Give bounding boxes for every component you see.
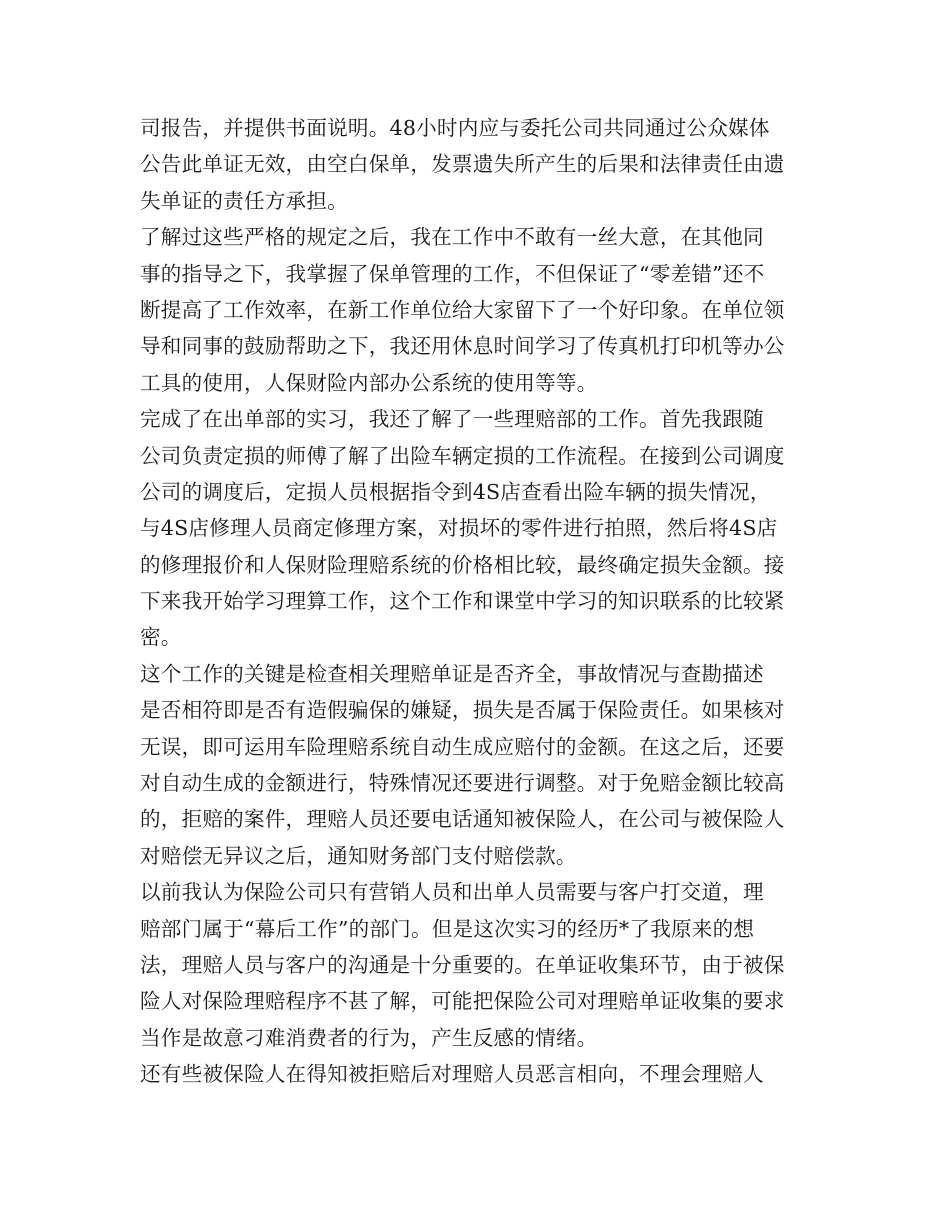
text-line: 以前我认为保险公司只有营销人员和出单人员需要与客户打交道，理 <box>140 880 764 905</box>
text-line: 赔部门属于“幕后工作”的部门。但是这次实习的经历*了我原来的想 <box>140 916 755 941</box>
text-line: 无误，即可运用车险理赔系统自动生成应赔付的金额。在这之后，还要 <box>140 734 785 759</box>
text-line: 了解过这些严格的规定之后，我在工作中不敢有一丝大意，在其他同 <box>140 225 764 250</box>
text-line: 公告此单证无效，由空白保单，发票遗失所产生的后果和法律责任由遗 <box>140 152 785 177</box>
text-line: 当作是故意刁难消费者的行为，产生反感的情绪。 <box>140 1025 598 1050</box>
text-line: 导和同事的鼓励帮助之下，我还用休息时间学习了传真机打印机等办公 <box>140 334 785 359</box>
text-line: 事的指导之下，我掌握了保单管理的工作，不但保证了“零差错”还不 <box>140 261 765 286</box>
document-body <box>140 110 815 1093</box>
text-line: 断提高了工作效率，在新工作单位给大家留下了一个好印象。在单位领 <box>140 297 785 322</box>
text-line: 下来我开始学习理算工作，这个工作和课堂中学习的知识联系的比较紧 <box>140 589 785 614</box>
text-line: 工具的使用，人保财险内部办公系统的使用等等。 <box>140 370 598 395</box>
text-line: 失单证的责任方承担。 <box>140 188 348 213</box>
text-line: 对自动生成的金额进行，特殊情况还要进行调整。对于免赔金额比较高 <box>140 771 785 796</box>
text-line: 险人对保险理赔程序不甚了解，可能把保险公司对理赔单证收集的要求 <box>140 989 785 1014</box>
text-line: 公司负责定损的师傅了解了出险车辆定损的工作流程。在接到公司调度 <box>140 443 785 468</box>
text-line: 的，拒赔的案件，理赔人员还要电话通知被保险人，在公司与被保险人 <box>140 807 785 832</box>
text-line: 是否相符即是否有造假骗保的嫌疑，损失是否属于保险责任。如果核对 <box>140 698 785 723</box>
text-line: 这个工作的关键是检查相关理赔单证是否齐全，事故情况与查勘描述 <box>140 661 764 686</box>
text-line: 的修理报价和人保财险理赔系统的价格相比较，最终确定损失金额。接 <box>140 552 785 577</box>
text-line: 司报告，并提供书面说明。48小时内应与委托公司共同通过公众媒体 <box>140 116 770 140</box>
text-line: 完成了在出单部的实习，我还了解了一些理赔部的工作。首先我跟随 <box>140 407 764 432</box>
text-line: 与4S店修理人员商定修理方案，对损坏的零件进行拍照，然后将4S店 <box>140 516 778 541</box>
text-line: 密。 <box>140 625 182 650</box>
text-line: 还有些被保险人在得知被拒赔后对理赔人员恶言相向，不理会理赔人 <box>140 1062 764 1087</box>
text-line: 对赔偿无异议之后，通知财务部门支付赔偿款。 <box>140 843 577 868</box>
text-line: 公司的调度后，定损人员根据指令到4S店查看出险车辆的损失情况， <box>140 479 771 504</box>
text-line: 法，理赔人员与客户的沟通是十分重要的。在单证收集环节，由于被保 <box>140 952 785 977</box>
